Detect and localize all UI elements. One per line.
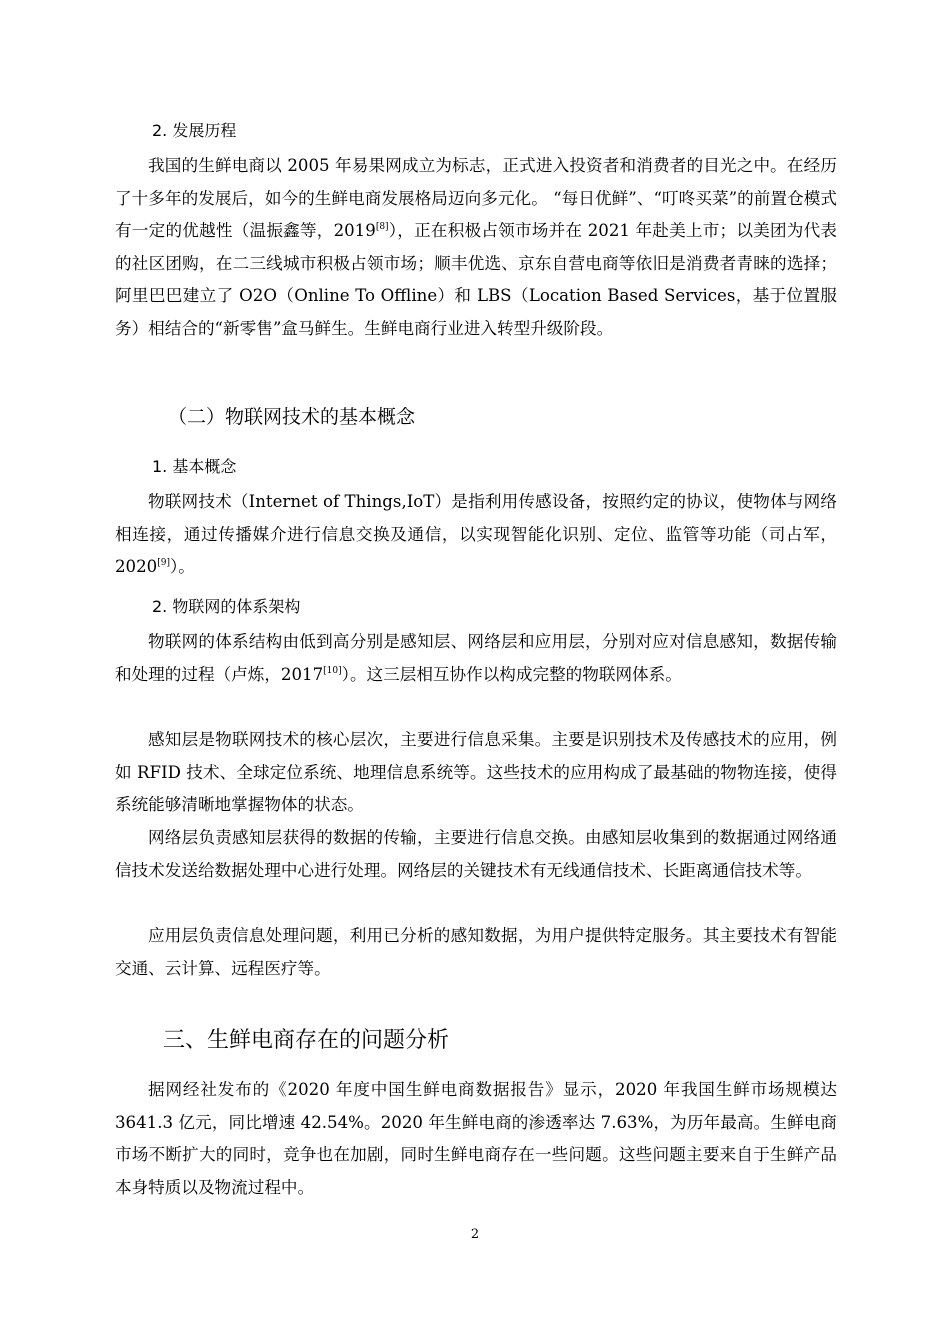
page-number: 2 [470, 1227, 480, 1242]
problems-heading: 三、生鲜电商存在的问题分析 [163, 1028, 450, 1053]
network-layer-paragraph: 网络层负责感知层获得的数据的传输，主要进行信息交换。由感知层收集到的数据通过网络通信技术发送给数据处理中心进行处理。网络层的关键技术有无线通信技术、长距离通信技术等。 [115, 828, 837, 880]
architecture-text-a: 物联网的体系结构由低到高分别是感知层、网络层和应用层，分别对应对信息感知，数据传输和处理的过程（卢炼，2017 [115, 632, 837, 684]
history-paragraph [115, 150, 837, 346]
concept-text-b: ）。 [169, 557, 195, 577]
citation-9: [9] [157, 558, 170, 569]
application-layer-paragraph: 应用层负责信息处理问题，利用已分析的感知数据，为用户提供特定服务。其主要技术有智能交通、云计算、远程医疗等。 [115, 926, 837, 978]
concept-heading: 1. 基本概念 [152, 457, 237, 476]
history-text-a: 我国的生鲜电商以 2005 年易果网成立为标志，正式进入投资者和消费者的目光之中。在经历了十多年的发展后，如今的生鲜电商发展格局迈向多元化。 “每日优鲜”、“叮咚买菜”的前置仓模式有一定的优越性（温振鑫等，2019 [115, 156, 837, 241]
architecture-heading: 2. 物联网的体系架构 [152, 597, 301, 616]
architecture-paragraph-1 [115, 626, 837, 691]
concept-paragraph [115, 486, 837, 584]
architecture-text-b: ）。这三层相互协作以构成完整的物联网体系。 [341, 664, 682, 684]
problems-paragraph: 据网经社发布的《2020 年度中国生鲜电商数据报告》显示，2020 年我国生鲜市场规模达 3641.3 亿元，同比增速 42.54%。2020 年生鲜电商的渗透率达 7.63%，为历年最高。生鲜电商市场不断扩大的同时，竞争也在加剧，同时生鲜电商存在一些问题。这些问题主要来自于生鲜产品本身特质以及物流过程中。 [115, 1080, 837, 1197]
citation-10: [10] [323, 665, 342, 676]
iot-section-heading: （二）物联网技术的基本概念 [168, 406, 416, 428]
history-heading: 2. 发展历程 [152, 121, 237, 140]
history-text-b: ），正在积极占领市场并在 2021 年赴美上市；以美团为代表的社区团购，在二三线城市积极占领市场；顺丰优选、京东自营电商等依旧是消费者青睐的选择；阿里巴巴建立了 O2O（Online To Offline）和 LBS（Location Based Services，基于位置服务）相结合的“新零售”盒马鲜生。生鲜电商行业进入转型升级阶段。 [115, 221, 837, 338]
concept-text-a: 物联网技术（Internet of Things,IoT）是指利用传感设备，按照约定的协议，使物体与网络相连接，通过传播媒介进行信息交换及通信，以实现智能化识别、定位、监管等功能（司占军，2020 [115, 492, 837, 577]
perception-layer-paragraph: 感知层是物联网技术的核心层次，主要进行信息采集。主要是识别技术及传感技术的应用，例如 RFID 技术、全球定位系统、地理信息系统等。这些技术的应用构成了最基础的物物连接，使得系统能够清晰地掌握物体的状态。 [115, 730, 837, 815]
citation-8: [8] [375, 222, 389, 233]
